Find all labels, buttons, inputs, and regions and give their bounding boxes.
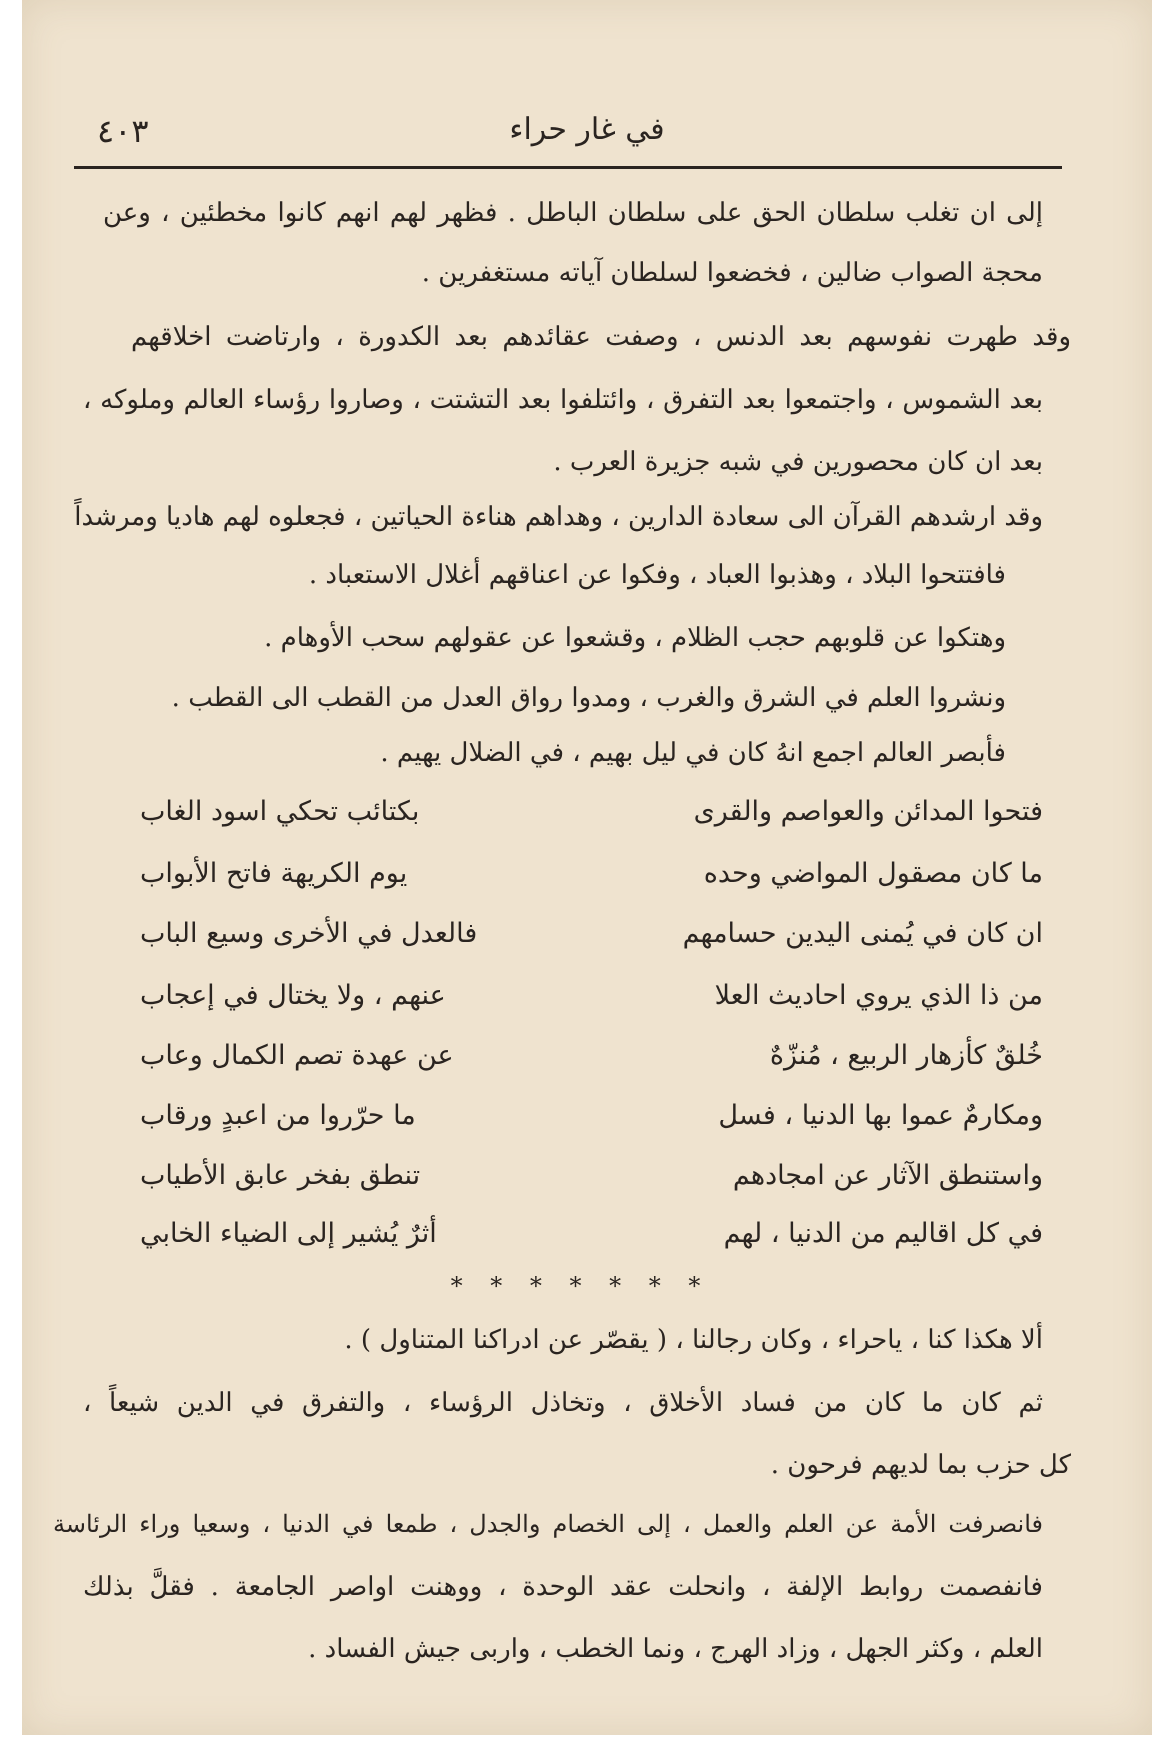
text-line: العلم ، وكثر الجهل ، وزاد الهرج ، ونما الخطب ، واربى جيش الفساد . [308, 1634, 1043, 1664]
verse-second-hemistich: ما حرّروا من اعبدٍ ورقاب [140, 1100, 416, 1131]
verse-first-hemistich: فتحوا المدائن والعواصم والقرى [693, 796, 1043, 827]
text-line: فانصرفت الأمة عن العلم والعمل ، إلى الخصام والجدل ، طمعا في الدنيا ، وسعيا وراء الرئاسة [53, 1510, 1043, 1538]
text-line: بعد الشموس ، واجتمعوا بعد التفرق ، وائتلفوا بعد التشتت ، وصاروا رؤساء العالم وملوكه ، [83, 385, 1043, 415]
verse-first-hemistich: من ذا الذي يروي احاديث العلا [714, 980, 1043, 1011]
verse-second-hemistich: بكتائب تحكي اسود الغاب [140, 796, 420, 827]
text-line: محجة الصواب ضالين ، فخضعوا لسلطان آياته مستغفرين . [421, 258, 1043, 288]
verse-second-hemistich: يوم الكريهة فاتح الأبواب [140, 858, 408, 889]
verse-first-hemistich: ان كان في يُمنى اليدين حسامهم [682, 918, 1043, 949]
text-line: ونشروا العلم في الشرق والغرب ، ومدوا رواق العدل من القطب الى القطب . [171, 683, 1006, 713]
text-line: وهتكوا عن قلوبهم حجب الظلام ، وقشعوا عن عقولهم سحب الأوهام . [264, 623, 1006, 653]
text-line: كل حزب بما لديهم فرحون . [770, 1450, 1071, 1480]
verse-second-hemistich: أثرٌ يُشير إلى الضياء الخابي [140, 1218, 437, 1249]
text-line: ثم كان ما كان من فساد الأخلاق ، وتخاذل الرؤساء ، والتفرق في الدين شيعاً ، [83, 1388, 1043, 1418]
verse-first-hemistich: ومكارمٌ عموا بها الدنيا ، فسل [718, 1100, 1043, 1131]
text-line: فأبصر العالم اجمع انهُ كان في ليل بهيم ، في الضلال يهيم . [380, 738, 1006, 768]
text-line: وقد طهرت نفوسهم بعد الدنس ، وصفت عقائدهم بعد الكدورة ، وارتاضت اخلاقهم [131, 322, 1071, 352]
verse-second-hemistich: عنهم ، ولا يختال في إعجاب [140, 980, 446, 1011]
verse-first-hemistich: واستنطق الآثار عن امجادهم [732, 1160, 1043, 1191]
text-line: ألا هكذا كنا ، ياحراء ، وكان رجالنا ، ( يقصّر عن ادراكنا المتناول ) . [344, 1325, 1043, 1355]
verse-first-hemistich: خُلقٌ كأزهار الربيع ، مُنزّهٌ [769, 1040, 1043, 1071]
running-header-title: في غار حراء [509, 112, 665, 147]
verse-first-hemistich: ما كان مصقول المواضي وحده [703, 858, 1043, 889]
text-line: إلى ان تغلب سلطان الحق على سلطان الباطل . فظهر لهم انهم كانوا مخطئين ، وعن [103, 198, 1043, 228]
section-separator: * * * * * * * [450, 1272, 711, 1300]
text-line: وقد ارشدهم القرآن الى سعادة الدارين ، وهداهم هناءة الحياتين ، فجعلوه لهم هاديا ومرشداً [74, 502, 1043, 532]
header-rule [74, 166, 1062, 169]
verse-second-hemistich: تنطق بفخر عابق الأطياب [140, 1160, 421, 1191]
verse-first-hemistich: في كل اقاليم من الدنيا ، لهم [723, 1218, 1043, 1249]
verse-second-hemistich: عن عهدة تصم الكمال وعاب [140, 1040, 454, 1071]
page-number: ٤٠٣ [97, 112, 149, 150]
text-line: فانفصمت روابط الإلفة ، وانحلت عقد الوحدة ، ووهنت اواصر الجامعة . فقلَّ بذلك [83, 1572, 1043, 1602]
text-line: فافتتحوا البلاد ، وهذبوا العباد ، وفكوا عن اعناقهم أغلال الاستعباد . [308, 560, 1006, 590]
verse-second-hemistich: فالعدل في الأخرى وسيع الباب [140, 918, 478, 949]
text-line: بعد ان كان محصورين في شبه جزيرة العرب . [553, 447, 1043, 477]
